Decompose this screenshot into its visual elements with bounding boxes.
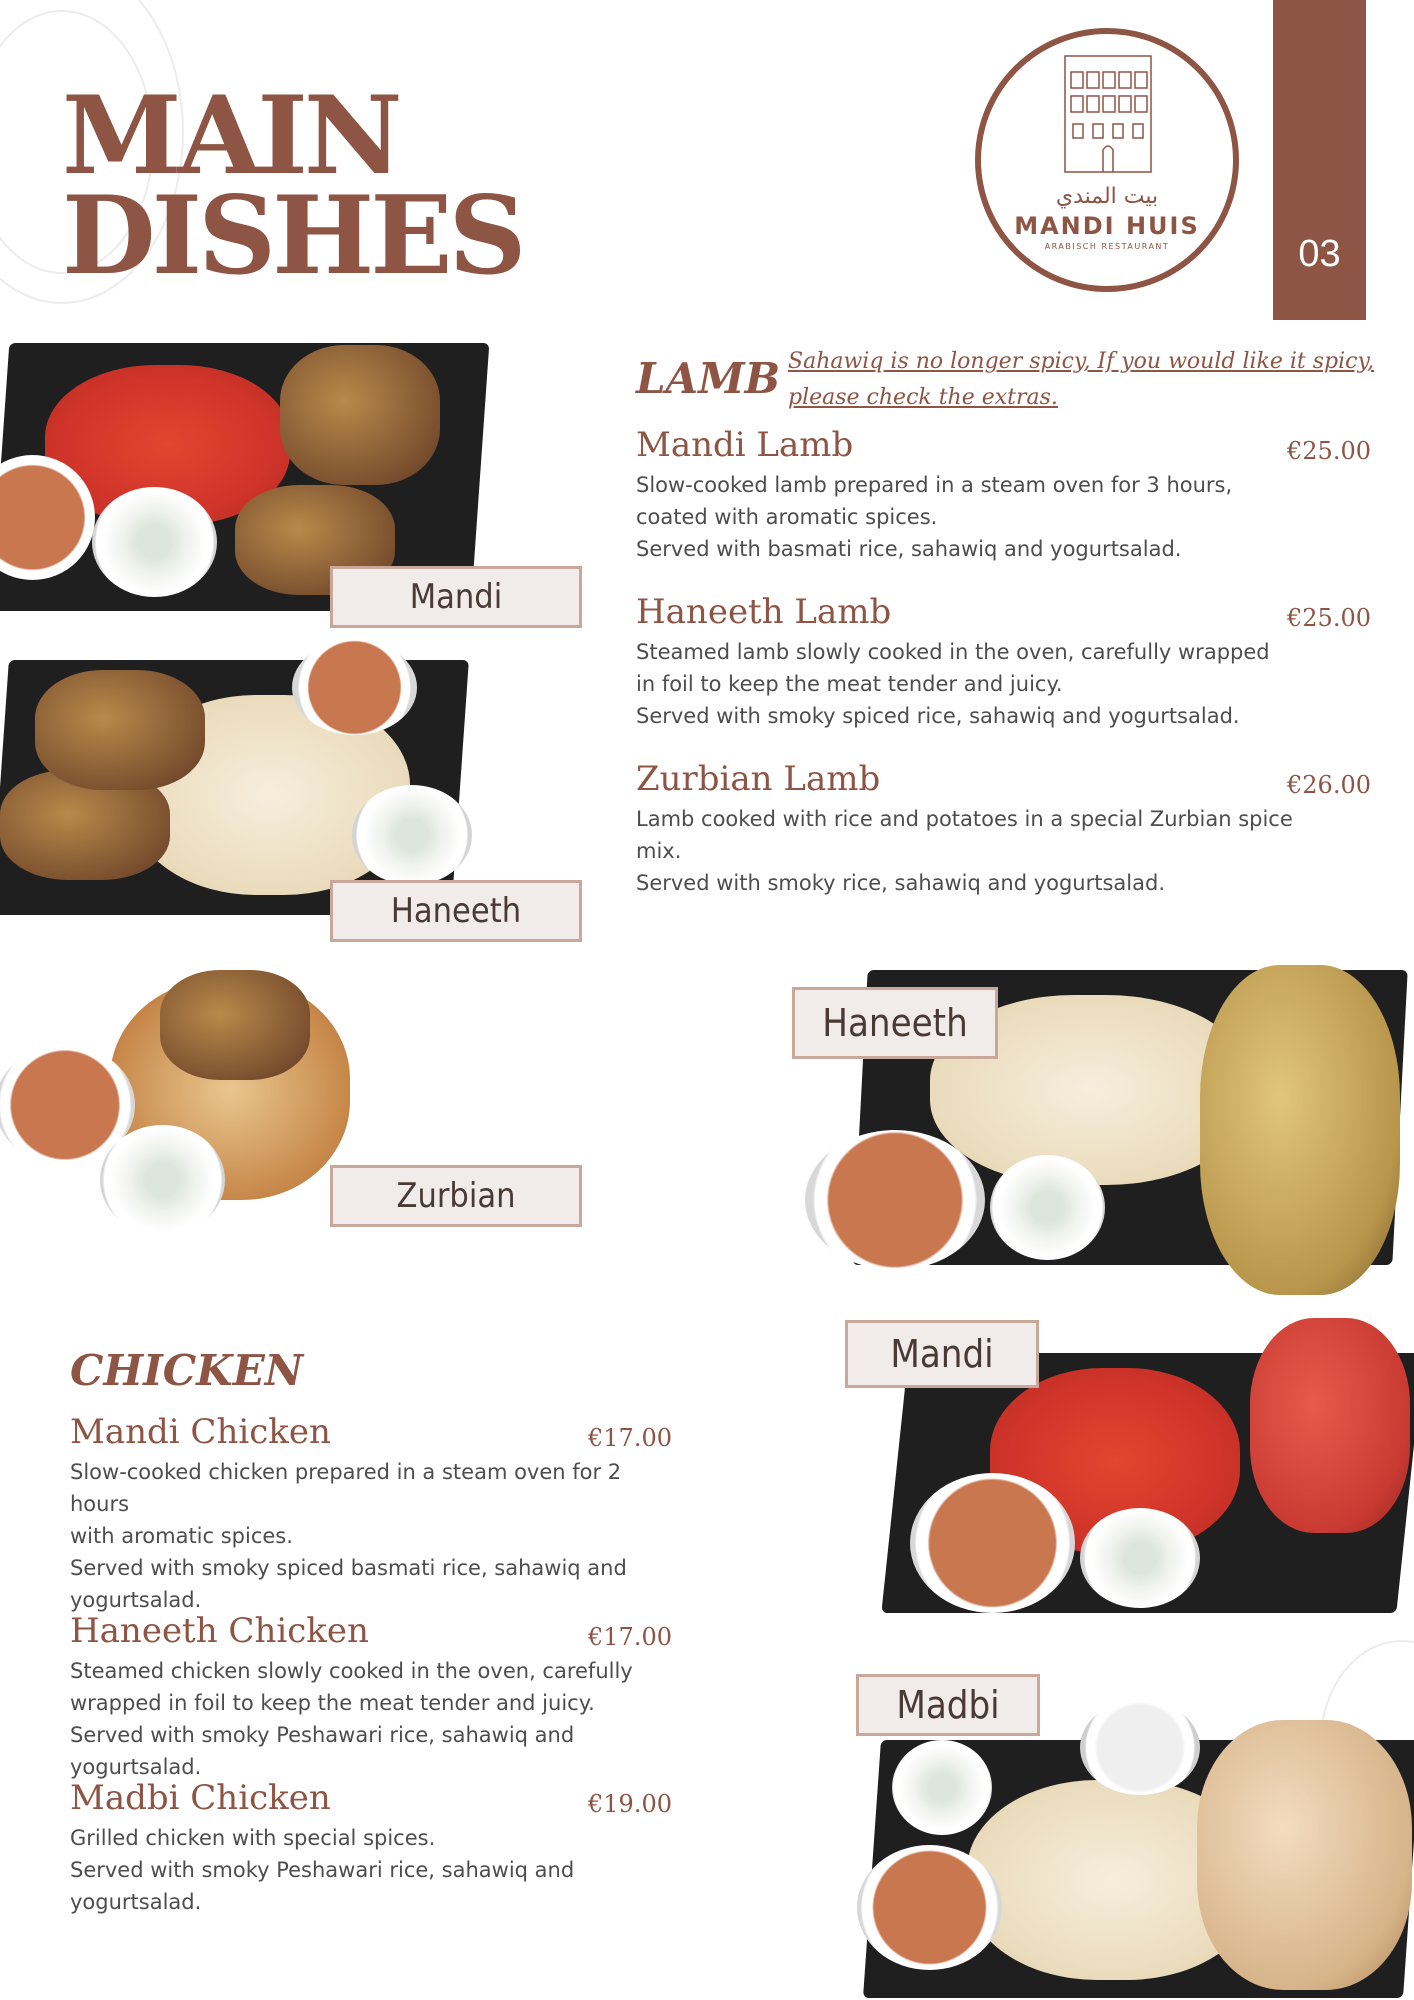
sahawiq-bowl <box>857 1845 1002 1970</box>
dish-description: Slow-cooked chicken prepared in a steam oven for 2 hours with aromatic spices. Served with smoky spiced basmati rice, sahawiq and yogurtsalad. <box>70 1460 627 1612</box>
lamb-heading: LAMB <box>636 354 781 403</box>
title-line-1: MAIN <box>62 73 399 199</box>
lamb-meat <box>35 670 205 790</box>
building-icon <box>1063 54 1153 174</box>
spicy-note: Sahawiq is no longer spicy, If you would like it spicy, please check the extras. <box>788 349 1374 410</box>
dish-description: Grilled chicken with special spices. Served with smoky Peshawari rice, sahawiq and yogurtsalad. <box>70 1826 575 1914</box>
dish-price: €25.00 <box>1287 604 1371 632</box>
logo-arabic-name: بيت المندي <box>1055 184 1159 209</box>
chicken <box>1197 1720 1412 1990</box>
dish-price: €17.00 <box>588 1424 672 1452</box>
dish-name: Mandi Lamb <box>636 425 854 465</box>
photo-label-chicken-haneeth: Haneeth <box>792 987 998 1059</box>
dish-name: Mandi Chicken <box>70 1412 331 1452</box>
chicken-dish-1 <box>70 1412 672 1616</box>
photo-label-lamb-zurbian: Zurbian <box>330 1165 582 1227</box>
photo-label-chicken-mandi: Mandi <box>845 1320 1039 1388</box>
lamb-meat <box>280 345 440 485</box>
photo-label-lamb-haneeth: Haneeth <box>330 880 582 942</box>
dish-price: €17.00 <box>588 1623 672 1651</box>
logo-name: MANDI HUIS <box>1014 212 1200 240</box>
title-line-2: DISHES <box>62 173 523 299</box>
chicken <box>1250 1318 1410 1533</box>
yogurt-bowl <box>352 785 472 885</box>
page-title <box>62 73 523 299</box>
restaurant-logo <box>975 28 1239 292</box>
sahawiq-bowl <box>805 1130 985 1270</box>
yogurt-bowl <box>92 487 217 597</box>
yogurt-bowl <box>990 1155 1105 1260</box>
dish-description: Steamed lamb slowly cooked in the oven, carefully wrapped in foil to keep the meat tender and juicy. Served with smoky spiced rice, sahawiq and yogurtsalad. <box>636 640 1270 728</box>
dish-name: Madbi Chicken <box>70 1778 331 1818</box>
dish-description: Slow-cooked lamb prepared in a steam oven for 3 hours, coated with aromatic spices. Served with basmati rice, sahawiq and yogurtsalad. <box>636 473 1233 561</box>
page-number: 03 <box>1298 233 1341 275</box>
lamb-dish-3 <box>636 759 1371 899</box>
lamb-dish-1 <box>636 425 1371 565</box>
page-number-tab <box>1273 0 1366 320</box>
chicken-dish-3 <box>70 1778 672 1918</box>
dish-name: Zurbian Lamb <box>636 759 881 799</box>
yogurt-bowl <box>892 1740 992 1835</box>
chicken-dish-2 <box>70 1611 672 1783</box>
dish-price: €25.00 <box>1287 437 1371 465</box>
tahini-bowl <box>1080 1700 1200 1795</box>
photo-label-chicken-madbi: Madbi <box>856 1674 1040 1736</box>
lamb-dish-2 <box>636 592 1371 732</box>
chicken-heading: CHICKEN <box>70 1346 304 1395</box>
yogurt-bowl <box>100 1125 225 1235</box>
logo-subtitle: ARABISCH RESTAURANT <box>1044 242 1170 251</box>
dish-name: Haneeth Chicken <box>70 1611 369 1651</box>
photo-label-lamb-mandi: Mandi <box>330 566 582 628</box>
chicken <box>1200 965 1400 1295</box>
sahawiq-bowl <box>910 1473 1075 1613</box>
dish-description: Steamed chicken slowly cooked in the oven, carefully wrapped in foil to keep the meat tender and juicy. Served with smoky Peshawari rice, sahawiq and yogurtsalad. <box>70 1659 633 1779</box>
dish-price: €26.00 <box>1287 771 1371 799</box>
yogurt-bowl <box>1080 1508 1200 1608</box>
sahawiq-bowl <box>292 640 417 735</box>
dish-price: €19.00 <box>588 1790 672 1818</box>
photo-chicken-madbi <box>852 1700 1414 2000</box>
dish-name: Haneeth Lamb <box>636 592 892 632</box>
dish-description: Lamb cooked with rice and potatoes in a special Zurbian spice mix. Served with smoky rice, sahawiq and yogurtsalad. <box>636 807 1293 895</box>
lamb-meat <box>160 970 310 1080</box>
photo-lamb-haneeth <box>0 640 470 920</box>
